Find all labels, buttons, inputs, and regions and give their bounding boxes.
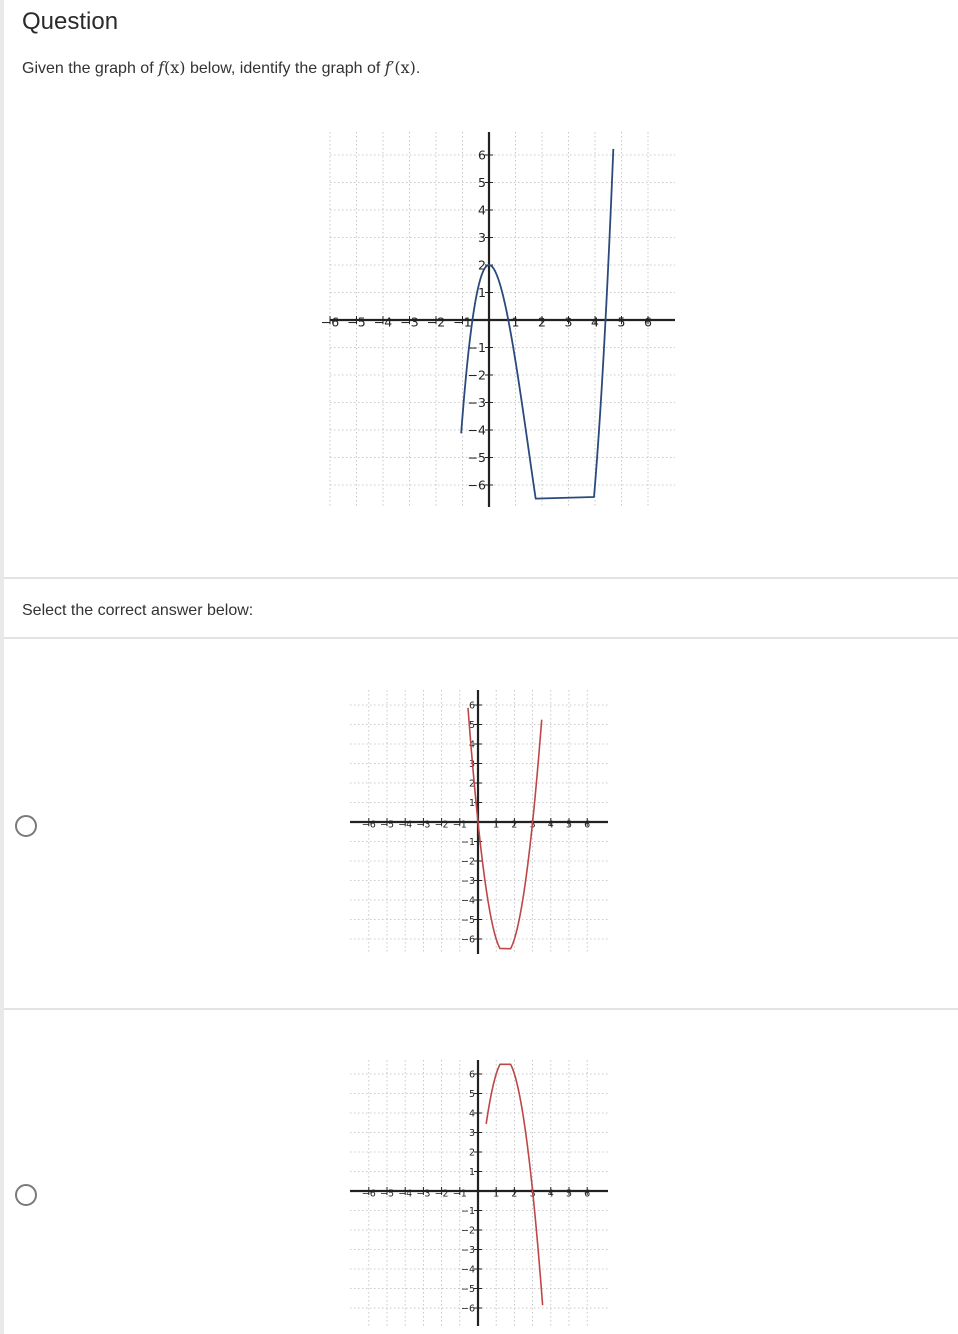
option-a-radio[interactable] bbox=[15, 815, 37, 837]
x-tick-label: 3 bbox=[564, 314, 573, 330]
x-tick-label: 6 bbox=[644, 314, 652, 330]
x-tick-label: −5 bbox=[347, 314, 366, 330]
y-tick-label: −6 bbox=[460, 934, 475, 946]
y-tick-label: 6 bbox=[468, 1069, 475, 1081]
x-tick-label: 4 bbox=[591, 314, 599, 330]
f-symbol: f bbox=[158, 58, 165, 77]
y-tick-label: −4 bbox=[460, 895, 475, 907]
x-tick-label: 5 bbox=[617, 314, 626, 330]
x-tick-label: 3 bbox=[529, 1188, 536, 1200]
prompt-text-1: Given the graph of bbox=[22, 60, 159, 77]
y-tick-label: 3 bbox=[468, 758, 475, 770]
x-tick-label: −3 bbox=[416, 819, 431, 831]
x-tick-label: 1 bbox=[511, 314, 520, 330]
question-prompt bbox=[22, 58, 420, 78]
x-tick-label: 3 bbox=[529, 819, 536, 831]
y-tick-label: 2 bbox=[468, 1147, 475, 1159]
y-tick-label: −2 bbox=[460, 856, 475, 868]
y-tick-label: −1 bbox=[460, 1205, 475, 1217]
x-tick-label: −2 bbox=[434, 819, 449, 831]
y-tick-label: −2 bbox=[467, 367, 486, 383]
x-tick-label: −6 bbox=[361, 1188, 376, 1200]
y-tick-label: 5 bbox=[468, 719, 475, 731]
answer-divider-top bbox=[4, 637, 958, 639]
f-of-x bbox=[158, 58, 185, 77]
y-tick-label: 2 bbox=[478, 257, 486, 273]
question-header: Question bbox=[22, 8, 119, 35]
y-tick-label: 5 bbox=[478, 175, 486, 190]
y-tick-label: −6 bbox=[467, 477, 486, 493]
option-b-radio[interactable] bbox=[15, 1184, 37, 1206]
prime-mark: ′ bbox=[390, 58, 395, 77]
select-instruction: Select the correct answer below: bbox=[22, 602, 254, 619]
x-tick-label: −2 bbox=[426, 314, 446, 330]
y-tick-label: 5 bbox=[468, 1088, 475, 1100]
y-tick-label: −3 bbox=[467, 395, 486, 410]
option-b-graph[interactable] bbox=[346, 1056, 616, 1332]
y-tick-label: −5 bbox=[467, 450, 486, 465]
x-tick-label: 2 bbox=[538, 314, 546, 330]
x-tick-label: 1 bbox=[493, 1188, 500, 1200]
y-tick-label: 4 bbox=[468, 1108, 475, 1120]
x-tick-label: −1 bbox=[452, 819, 467, 831]
x-tick-label: −6 bbox=[320, 314, 340, 330]
y-tick-label: −6 bbox=[460, 1303, 475, 1315]
f-prime-of-x bbox=[385, 58, 416, 77]
y-tick-label: 3 bbox=[478, 230, 486, 245]
section-divider bbox=[4, 577, 958, 579]
y-tick-label: 1 bbox=[468, 1166, 475, 1178]
given-graph bbox=[300, 122, 680, 514]
y-tick-label: −3 bbox=[460, 875, 475, 887]
x-tick-label: 2 bbox=[511, 819, 518, 831]
y-tick-label: −3 bbox=[460, 1244, 475, 1256]
x-tick-label: −5 bbox=[379, 1188, 395, 1200]
x-tick-label: 2 bbox=[511, 1188, 518, 1200]
x-tick-label: −3 bbox=[416, 1188, 431, 1200]
x-tick-label: 1 bbox=[493, 819, 500, 831]
y-tick-label: 1 bbox=[478, 285, 486, 300]
x-tick-label: −6 bbox=[361, 819, 376, 831]
x-tick-label: −1 bbox=[452, 1188, 467, 1200]
prompt-end: . bbox=[415, 60, 421, 77]
x-tick-label: 5 bbox=[565, 819, 573, 831]
y-tick-label: 6 bbox=[478, 147, 486, 163]
x-tick-label: −4 bbox=[373, 314, 393, 330]
y-tick-label: −4 bbox=[467, 422, 486, 438]
x-tick-label: −3 bbox=[400, 314, 419, 330]
y-tick-label: 4 bbox=[468, 739, 475, 751]
y-tick-label: 2 bbox=[468, 778, 475, 790]
prompt-text-2: below, identify the graph of bbox=[185, 60, 385, 77]
answer-divider bbox=[4, 1008, 958, 1010]
y-tick-label: 6 bbox=[468, 700, 475, 712]
f-prime-symbol: f bbox=[384, 58, 391, 77]
f-argument: (x) bbox=[164, 58, 186, 77]
y-tick-label: −5 bbox=[460, 1283, 475, 1295]
f-prime-argument: (x) bbox=[394, 58, 416, 77]
option-a-graph[interactable] bbox=[346, 686, 616, 958]
y-tick-label: −2 bbox=[460, 1225, 475, 1237]
x-tick-label: −5 bbox=[379, 819, 395, 831]
y-tick-label: −5 bbox=[460, 914, 475, 926]
left-border bbox=[0, 0, 4, 1334]
y-tick-label: −1 bbox=[467, 340, 486, 355]
x-tick-label: 5 bbox=[565, 1188, 573, 1200]
y-tick-label: −4 bbox=[460, 1264, 475, 1276]
x-tick-label: 4 bbox=[547, 819, 554, 831]
y-tick-label: 1 bbox=[468, 797, 475, 809]
x-tick-label: 4 bbox=[547, 1188, 554, 1200]
y-tick-label: 3 bbox=[468, 1127, 475, 1139]
x-tick-label: −1 bbox=[453, 314, 472, 330]
x-tick-label: 6 bbox=[584, 1188, 591, 1200]
x-tick-label: −4 bbox=[398, 819, 413, 831]
y-tick-label: −1 bbox=[460, 836, 475, 848]
x-tick-label: −2 bbox=[434, 1188, 449, 1200]
x-tick-label: −4 bbox=[398, 1188, 413, 1200]
x-tick-label: 6 bbox=[584, 819, 591, 831]
y-tick-label: 4 bbox=[478, 202, 486, 218]
